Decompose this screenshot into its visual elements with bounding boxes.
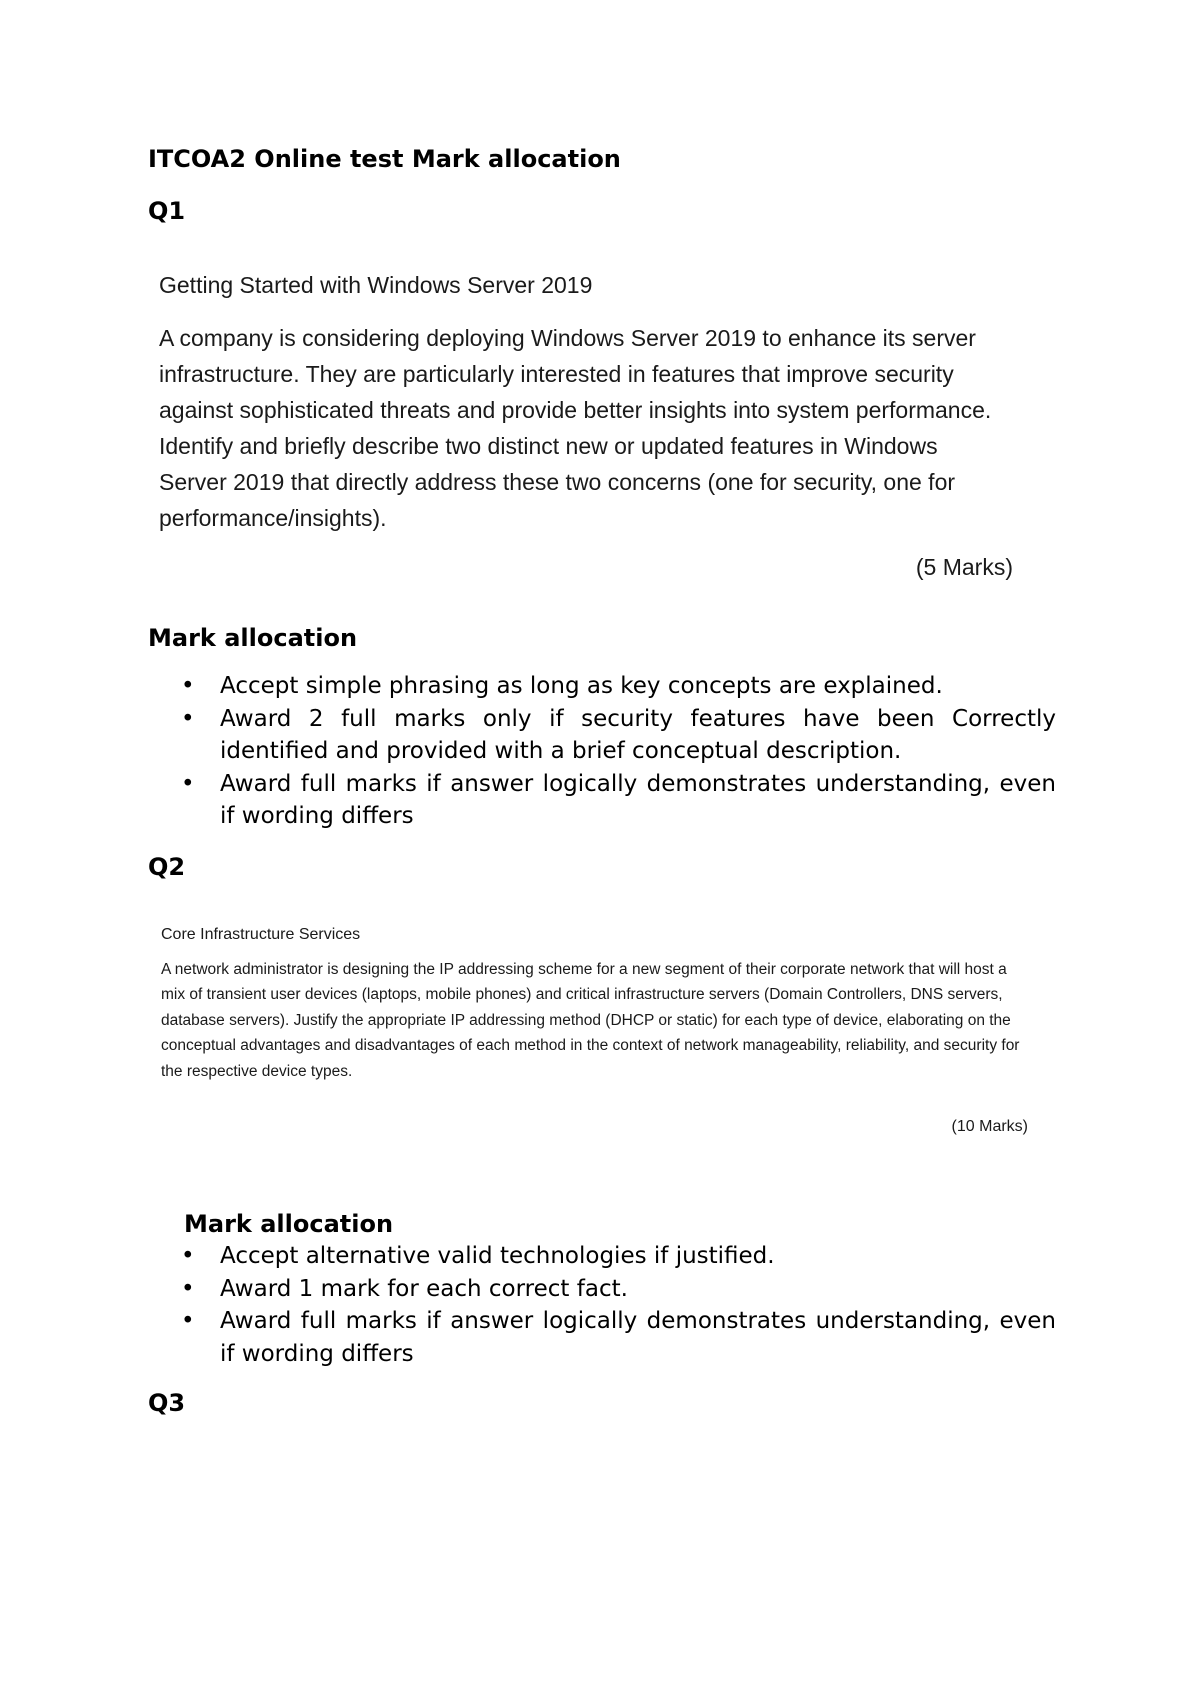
list-item: • Award full marks if answer logically demonstrates understanding, even if wording differs [148,1305,1056,1370]
bullet-icon: • [181,1308,195,1334]
list-item: • Accept simple phrasing as long as key concepts are explained. [148,670,1056,703]
q2-question-marks: (10 Marks) [951,1118,1028,1135]
q2-label: Q2 [148,853,186,881]
q2-question-title: Core Infrastructure Services [161,926,361,943]
q3-label: Q3 [148,1389,186,1417]
list-item: • Award 1 mark for each correct fact. [148,1273,1056,1306]
q1-mark-allocation-heading: Mark allocation [148,624,358,652]
q2-question-image [161,924,1041,1144]
bullet-icon: • [181,770,195,797]
bullet-icon: • [181,705,195,732]
q1-question-image [159,270,1029,590]
bullet-icon: • [181,673,195,699]
list-item: • Award full marks if answer logically demonstrates understanding, even if wording differs [148,768,1056,833]
list-item: • Accept alternative valid technologies if justified. [148,1240,1056,1273]
bullet-icon: • [181,1243,195,1269]
q1-question-title: Getting Started with Windows Server 2019 [159,272,593,298]
bullet-icon: • [181,1275,195,1302]
document-title: ITCOA2 Online test Mark allocation [148,145,621,173]
q2-mark-allocation-heading: Mark allocation [184,1210,394,1238]
q1-question-marks: (5 Marks) [915,554,1013,580]
q1-label: Q1 [148,197,186,225]
list-item: • Award 2 full marks only if security features have been Correctly identified and provided with a brief conceptual description. [148,703,1056,768]
q1-mark-allocation-list [148,670,1056,833]
q2-question-body: A network administrator is designing the IP addressing scheme for a new segment of their corporate network that will host a mix of transient user devices (laptops, mobile phones) and critical infrastructure servers (Domain Controllers, DNS servers, database servers). Justify the appropriate IP addressing method (DHCP or static) for each type of device, elaborating on the conceptual advantages and disadvantages of each method in the context of network manageability, reliability, and security for the respective device types. [161,961,1020,1080]
q1-question-body: A company is considering deploying Windows Server 2019 to enhance its server infrastructure. They are particularly interested in features that improve security against sophisticated threats and provide better insights into system performance. Identify and briefly describe two distinct new or updated features in Windows Server 2019 that directly address these two concerns (one for security, one for performance/insights). [159,325,992,531]
q2-mark-allocation-list [148,1240,1056,1370]
